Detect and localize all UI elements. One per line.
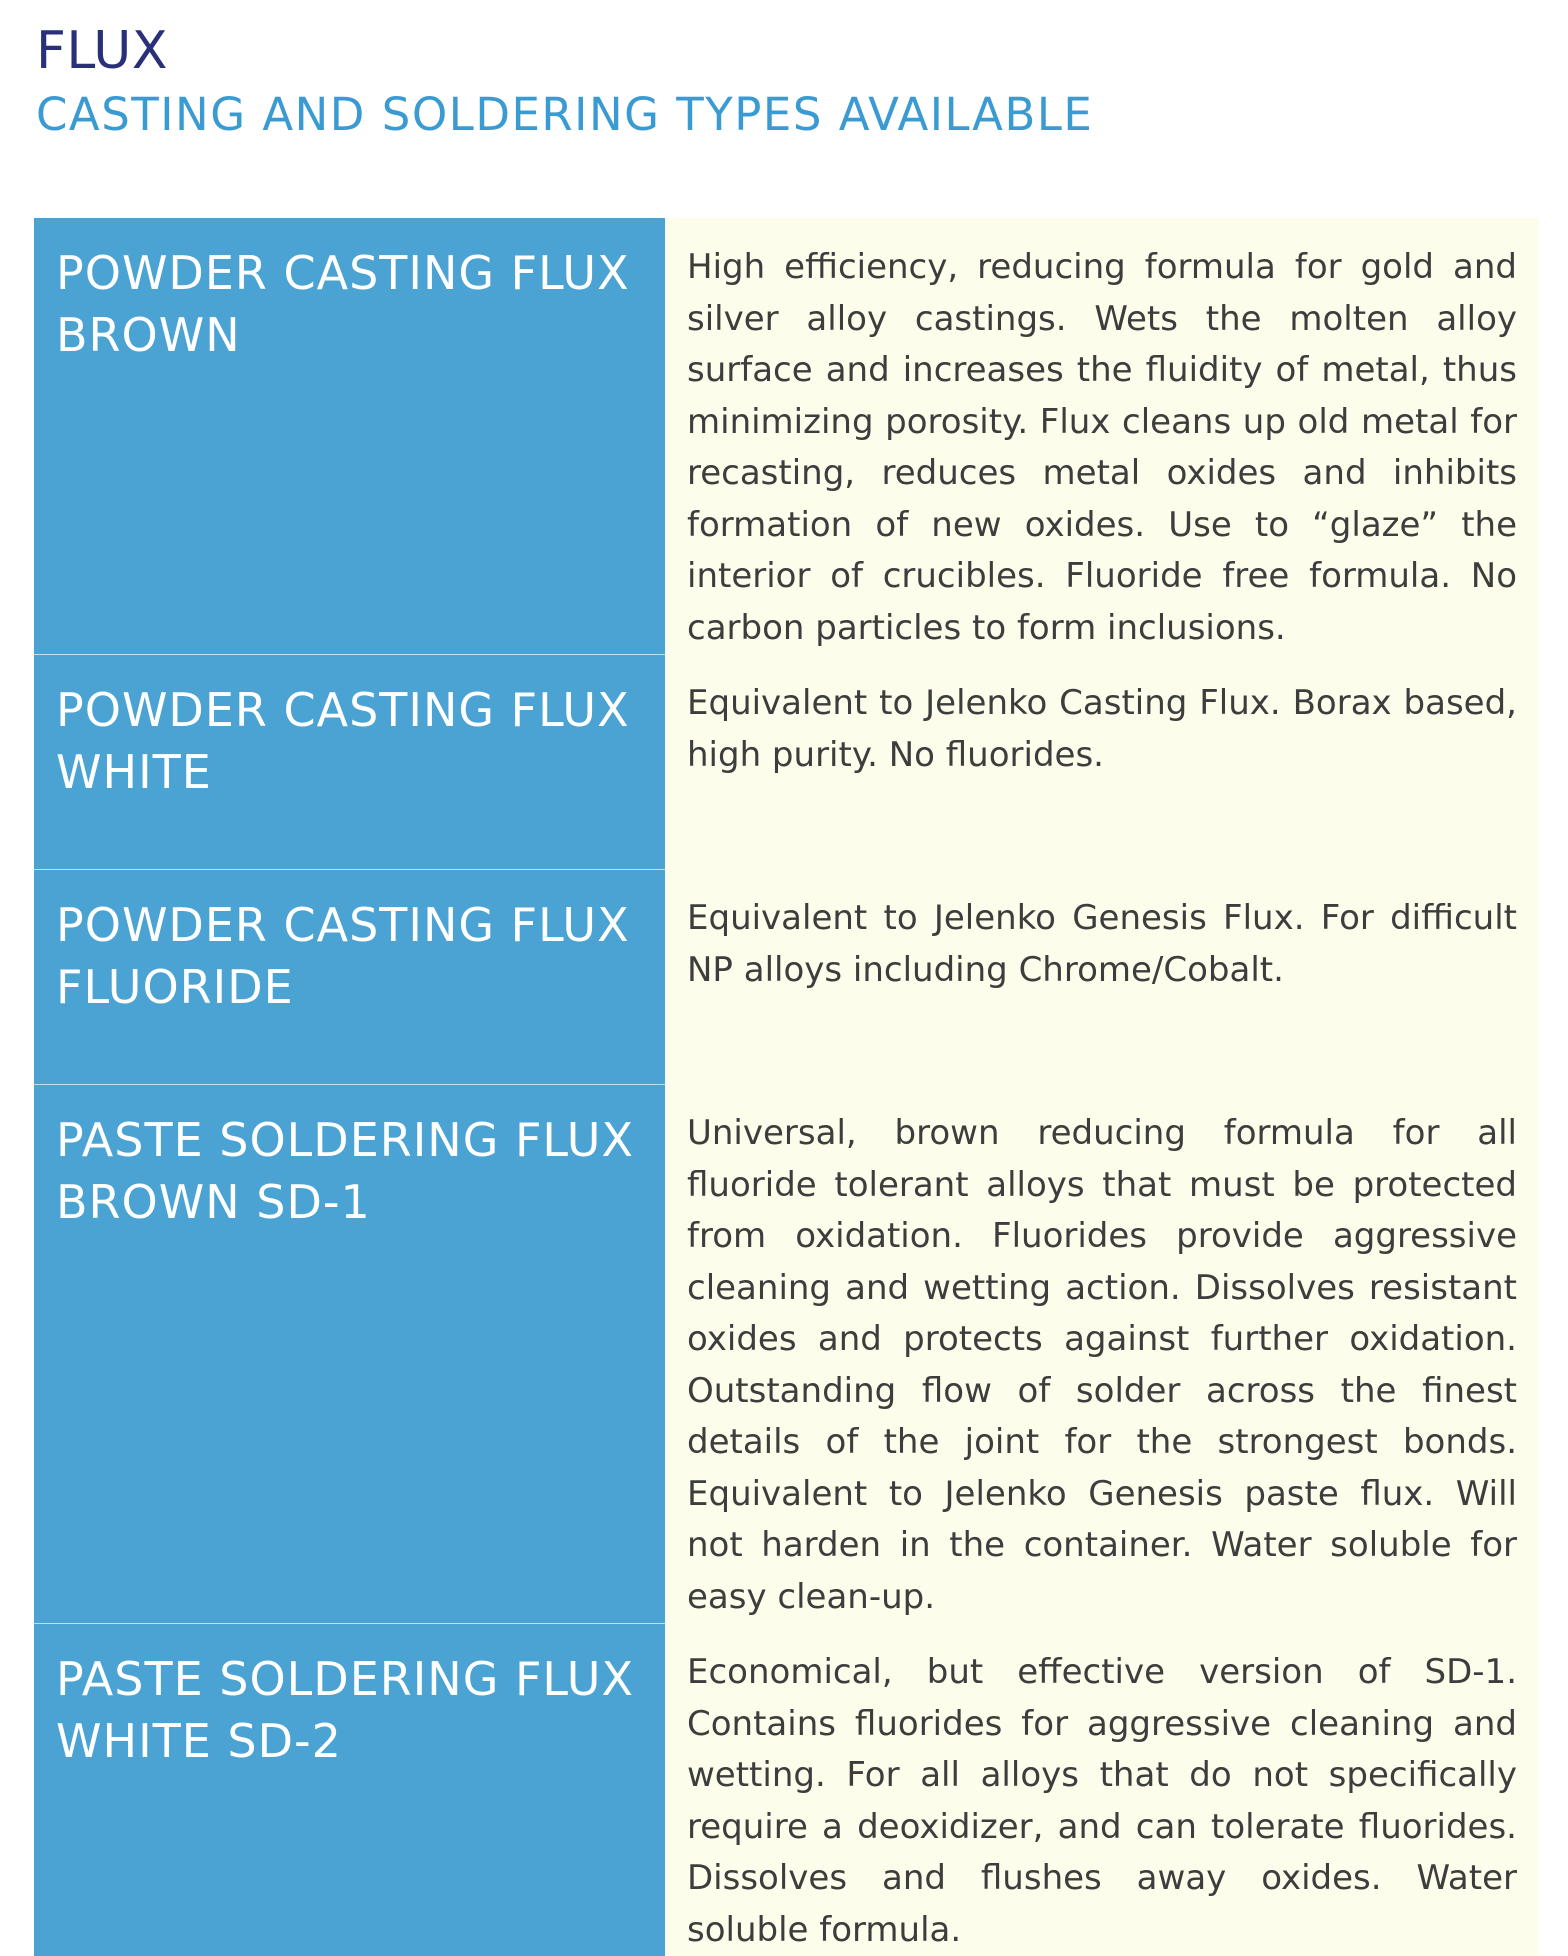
product-name-line-2: BROWN <box>56 308 241 362</box>
product-name-line-2: WHITE <box>56 744 212 799</box>
product-name-cell <box>34 654 665 869</box>
table-row <box>34 1084 1539 1623</box>
product-name-line-1: POWDER CASTING FLUX <box>56 246 630 300</box>
product-description: Equivalent to Jelenko Casting Flux. Borax based, high purity. No fluorides. <box>687 683 1517 775</box>
product-name-line-2: FLUORIDE <box>56 959 294 1014</box>
product-name-line-1: PASTE SOLDERING FLUX <box>56 1651 634 1706</box>
product-description-cell <box>665 1623 1539 1956</box>
flux-product-table <box>34 218 1539 1956</box>
product-name <box>34 218 665 366</box>
product-name-line-2: BROWN SD-1 <box>56 1174 371 1229</box>
table-row <box>34 218 1539 654</box>
product-description-cell <box>665 654 1539 869</box>
product-name <box>34 870 665 1018</box>
product-description: Universal, brown reducing formula for all fluoride tolerant alloys that must be protected from oxidation. Fluorides provide aggressive cleaning and wetting action. Dissolves resistant oxides and protects against further oxidation. Outstanding flow of solder across the finest details of the joint for the strongest bonds. Equivalent to Jelenko Genesis paste flux. Will not harden in the container. Water soluble for easy clean-up. <box>687 1113 1517 1617</box>
product-name <box>34 655 665 803</box>
product-description: Economical, but effective version of SD-1. Contains fluorides for aggressive cleaning and wetting. For all alloys that do not specifically require a deoxidizer, and can tolerate fluorides. Dissolves and flushes away oxides. Water soluble formula. <box>687 1652 1517 1950</box>
product-description: Equivalent to Jelenko Genesis Flux. For difficult NP alloys including Chrome/Cobalt. <box>687 898 1517 990</box>
table-row <box>34 1623 1539 1956</box>
product-description-cell <box>665 1084 1539 1623</box>
product-name-cell <box>34 1084 665 1623</box>
product-description-cell <box>665 869 1539 1084</box>
product-description-cell <box>665 218 1539 654</box>
product-name-cell <box>34 869 665 1084</box>
product-name <box>34 1085 665 1233</box>
product-name-line-2: WHITE SD-2 <box>56 1713 342 1768</box>
product-name-line-1: POWDER CASTING FLUX <box>56 897 630 952</box>
table-row <box>34 869 1539 1084</box>
page-subtitle: CASTING AND SOLDERING TYPES AVAILABLE <box>36 88 1094 141</box>
product-name-cell <box>34 1623 665 1956</box>
product-name <box>34 1624 665 1772</box>
table-row <box>34 654 1539 869</box>
product-name-cell <box>34 218 665 654</box>
product-description: High efficiency, reducing formula for gold and silver alloy castings. Wets the molten alloy surface and increases the fluidity of metal, thus minimizing porosity. Flux cleans up old metal for recasting, reduces metal oxides and inhibits formation of new oxides. Use to “glaze” the interior of crucibles. Fluoride free formula. No carbon particles to form inclusions. <box>687 247 1517 648</box>
product-name-line-1: PASTE SOLDERING FLUX <box>56 1112 634 1167</box>
page-title: FLUX <box>36 21 168 81</box>
product-name-line-1: POWDER CASTING FLUX <box>56 682 630 737</box>
